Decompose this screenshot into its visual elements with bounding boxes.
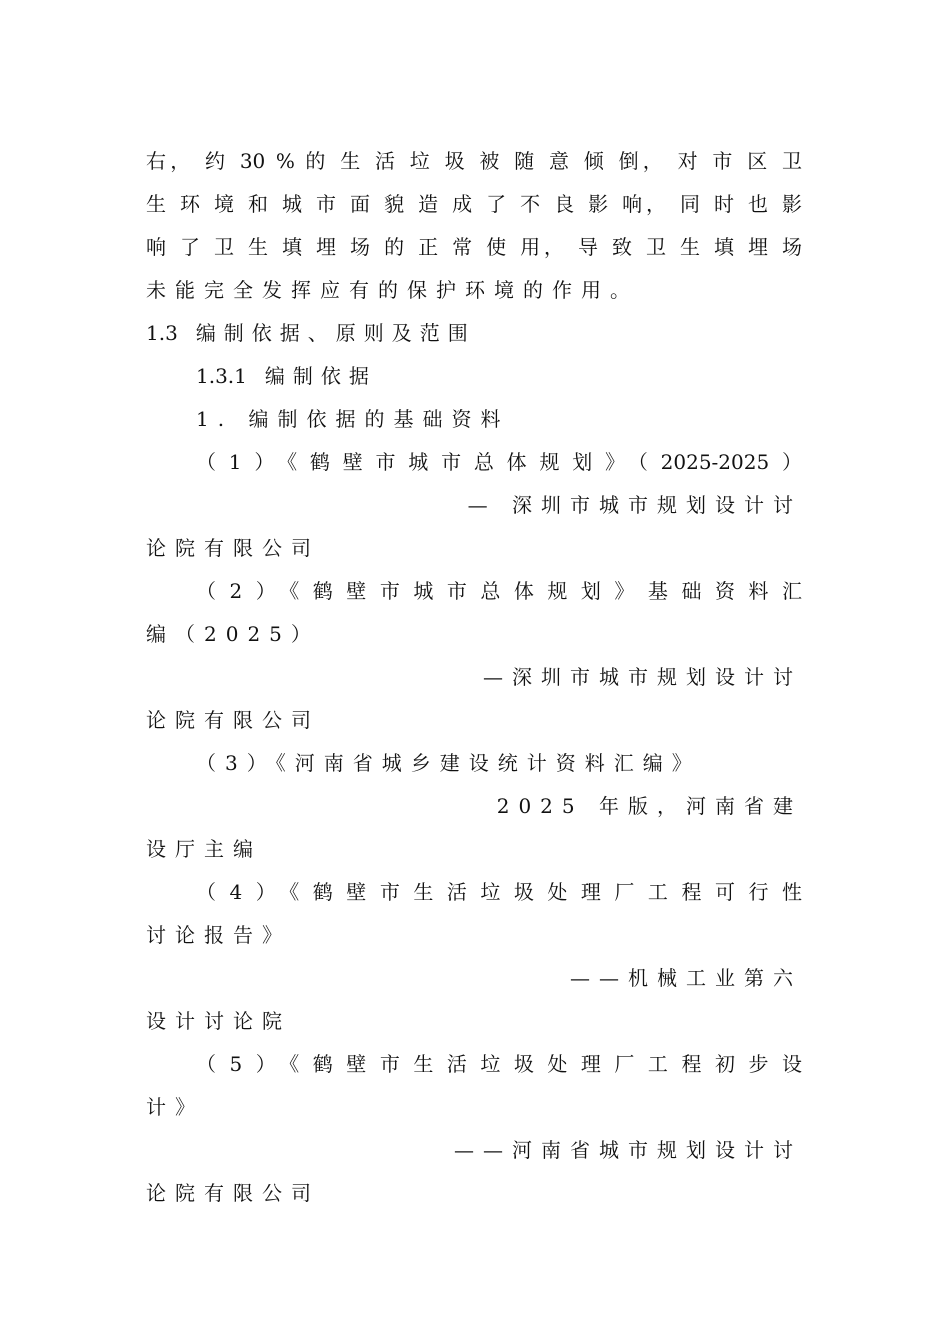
reference-source: ——机械工业第六 xyxy=(570,966,802,990)
subsection-heading xyxy=(196,361,802,391)
reference-title: 编（2025） xyxy=(146,622,320,646)
paragraph-line: 响 了 卫 生 填 埋 场 的 正 常 使 用， 导 致 卫 生 填 埋 场 xyxy=(146,235,802,259)
reference-title: （3）《河南省城乡建设统计资料汇编》 xyxy=(196,751,701,775)
section-title: 编制依据、原则及范围 xyxy=(195,321,476,345)
reference-source: — 深圳市城市规划设计讨 xyxy=(467,493,802,517)
reference-source: 论院有限公司 xyxy=(146,1181,320,1205)
reference-source: 论院有限公司 xyxy=(146,536,320,560)
reference-source: ——河南省城市规划设计讨 xyxy=(454,1138,802,1162)
reference-source: 论院有限公司 xyxy=(146,708,320,732)
reference-title: （4）《鹤壁市生活垃圾处理厂工程可行性 xyxy=(196,880,802,904)
subsection-title: 编制依据 xyxy=(264,364,377,388)
paragraph-line: 生 环 境 和 城 市 面 貌 造 成 了 不 良 影 响， 同 时 也 影 xyxy=(146,192,802,216)
reference-source: —深圳市城市规划设计讨 xyxy=(483,665,802,689)
reference-title: 计》 xyxy=(146,1095,204,1119)
subsection-number: 1.3.1 xyxy=(196,364,247,388)
reference-source: 设厅主编 xyxy=(146,837,262,861)
reference-source: 设计讨论院 xyxy=(146,1009,291,1033)
reference-source: 2025 年版，河南省建 xyxy=(496,794,802,818)
reference-title: 讨论报告》 xyxy=(146,923,291,947)
reference-title: （1）《鹤壁市城市总体规划》（2025-2025） xyxy=(196,450,802,474)
reference-title: （2）《鹤壁市城市总体规划》基础资料汇 xyxy=(196,579,802,603)
paragraph-line: 未能完全发挥应有的保护环境的作用。 xyxy=(146,278,639,302)
section-number: 1.3 xyxy=(146,321,178,345)
reference-title: （5）《鹤壁市生活垃圾处理厂工程初步设 xyxy=(196,1052,802,1076)
section-heading xyxy=(146,318,802,348)
list-heading: 1. 编制依据的基础资料 xyxy=(196,407,510,431)
paragraph-line: 右， 约 30 % 的 生 活 垃 圾 被 随 意 倾 倒， 对 市 区 卫 xyxy=(146,149,802,173)
